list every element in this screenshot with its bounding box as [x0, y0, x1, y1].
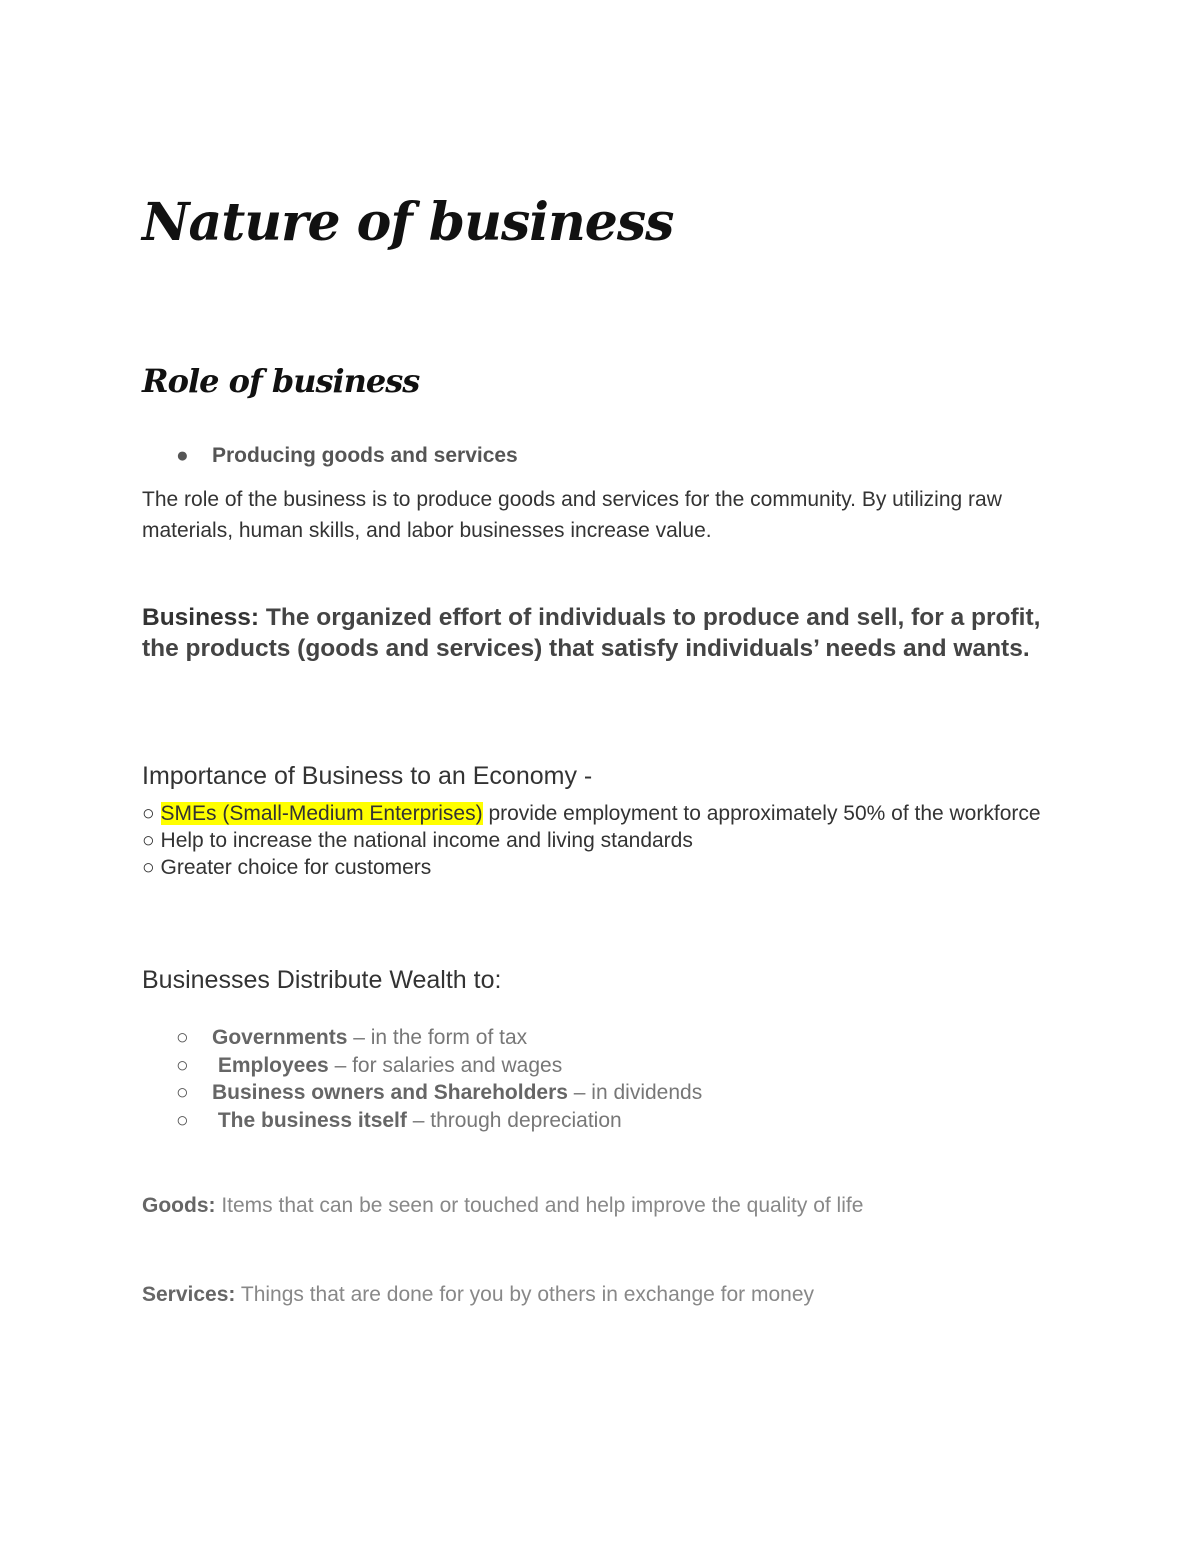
distribute-list — [176, 1024, 702, 1134]
importance-item-text: provide employment to approximately 50% of the workforce — [482, 802, 1041, 825]
circle-bullet-icon: ○ — [142, 829, 161, 852]
circle-bullet-icon: ○ — [142, 856, 161, 879]
circle-bullet-icon: ○ — [176, 1081, 189, 1104]
distribute-text: – for salaries and wages — [328, 1053, 563, 1077]
distribute-term: The business itself — [212, 1108, 407, 1132]
importance-item — [142, 854, 1072, 881]
importance-heading: Importance of Business to an Economy - — [142, 762, 593, 790]
role-heading: Role of business — [142, 362, 420, 400]
circle-bullet-icon: ○ — [176, 1053, 189, 1077]
importance-list — [142, 800, 1072, 881]
importance-item-text: Greater choice for customers — [160, 856, 432, 879]
distribute-item — [176, 1079, 702, 1107]
importance-item-text: Help to increase the national income and living standards — [160, 829, 693, 852]
importance-item — [142, 800, 1072, 827]
bullet-dot-icon: ● — [176, 444, 189, 467]
distribute-item — [176, 1052, 702, 1080]
business-term: Business: — [142, 604, 260, 631]
circle-bullet-icon: ○ — [176, 1108, 189, 1132]
business-definition — [142, 602, 1072, 664]
distribute-term: Governments — [212, 1026, 348, 1049]
circle-bullet-icon: ○ — [176, 1026, 189, 1049]
business-definition-text: The organized effort of individuals to produce and sell, for a profit, the products (goods and services) that satisfy individuals’ needs and wants. — [142, 604, 1041, 662]
distribute-text: – through depreciation — [406, 1108, 622, 1132]
goods-term: Goods: — [142, 1194, 216, 1217]
importance-item — [142, 827, 1072, 854]
distribute-item — [176, 1107, 702, 1135]
distribute-term: Business owners and Shareholders — [212, 1081, 568, 1104]
distribute-text: – in dividends — [567, 1081, 703, 1104]
document-title: Nature of business — [142, 192, 674, 253]
distribute-text: – in the form of tax — [347, 1026, 528, 1049]
role-paragraph: The role of the business is to produce goods and services for the community. By utilizing raw materials, human skills, and labor businesses increase value. — [142, 488, 1002, 542]
services-term: Services: — [142, 1283, 236, 1306]
distribute-item — [176, 1024, 702, 1052]
highlighted-text: SMEs (Small-Medium Enterprises) — [160, 802, 483, 825]
distribute-term: Employees — [212, 1053, 329, 1077]
role-bullet — [176, 444, 518, 468]
services-text: Things that are done for you by others in exchange for money — [235, 1283, 815, 1306]
services-definition — [142, 1283, 814, 1307]
circle-bullet-icon: ○ — [142, 802, 161, 825]
goods-definition — [142, 1194, 863, 1218]
role-bullet-text: Producing goods and services — [212, 444, 518, 467]
goods-text: Items that can be seen or touched and help improve the quality of life — [215, 1194, 864, 1217]
distribute-heading: Businesses Distribute Wealth to: — [142, 966, 502, 994]
